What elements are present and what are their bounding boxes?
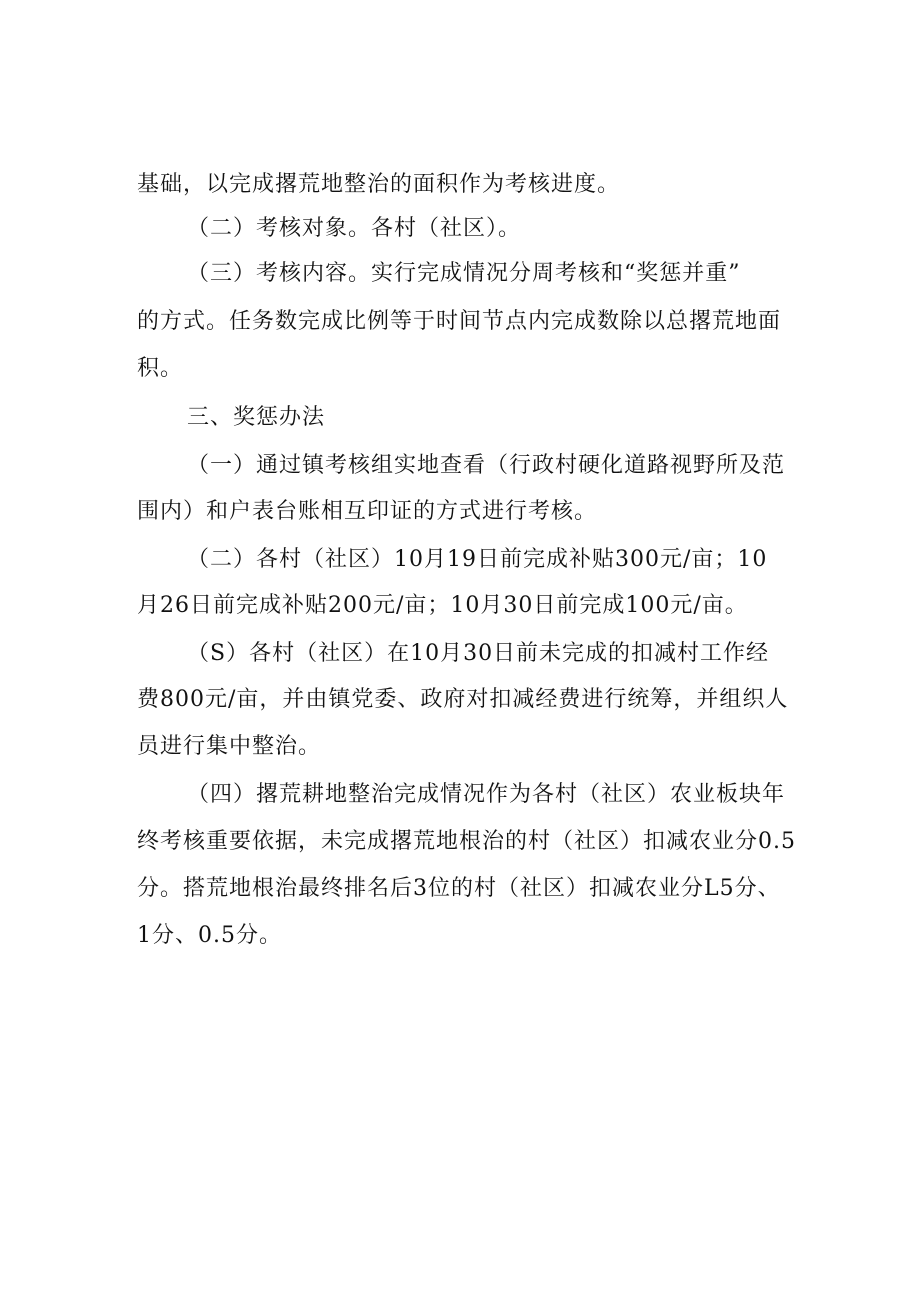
text-line-16: 分。搭荒地根治最终排名后3位的村（社区）扣减农业分L5分、 (137, 876, 781, 901)
text-line-15: 终考核重要依据，未完成撂荒地根治的村（社区）扣减农业分0.5 (137, 829, 796, 854)
text-line-13: 员进行集中整治。 (137, 734, 322, 759)
section-heading-content: （三）考核内容。实行完成情况分周考核和“奖惩并重” (187, 261, 741, 286)
text-line-17: 1分、0.5分。 (137, 923, 282, 948)
text-line-8: 围内）和户表台账相互印证的方式进行考核。 (137, 499, 598, 524)
text-line-11: （S）各村（社区）在10月30日前未完成的扣减村工作经 (187, 641, 770, 666)
text-line-1: 基础，以完成撂荒地整治的面积作为考核进度。 (137, 172, 621, 197)
text-line-10: 月26日前完成补贴200元/亩；10月30日前完成100元/亩。 (137, 593, 748, 618)
section-heading-object: （二）考核对象。各村（社区）。 (187, 216, 522, 241)
text-line-9: （二）各村（社区）10月19日前完成补贴300元/亩；10 (187, 547, 768, 572)
text-line-4: 的方式。任务数完成比例等于时间节点内完成数除以总撂荒地面 (137, 309, 782, 334)
section-heading-rewards: 三、奖惩办法 (187, 405, 326, 430)
text-line-5: 积。 (137, 356, 184, 381)
text-line-7: （一）通过镇考核组实地查看（行政村硬化道路视野所及范 (187, 453, 786, 478)
text-line-12: 费800元/亩，并由镇党委、政府对扣减经费进行统筹，并组织人 (137, 687, 789, 712)
text-line-14: （四）撂荒耕地整治完成情况作为各村（社区）农业板块年 (187, 782, 786, 807)
